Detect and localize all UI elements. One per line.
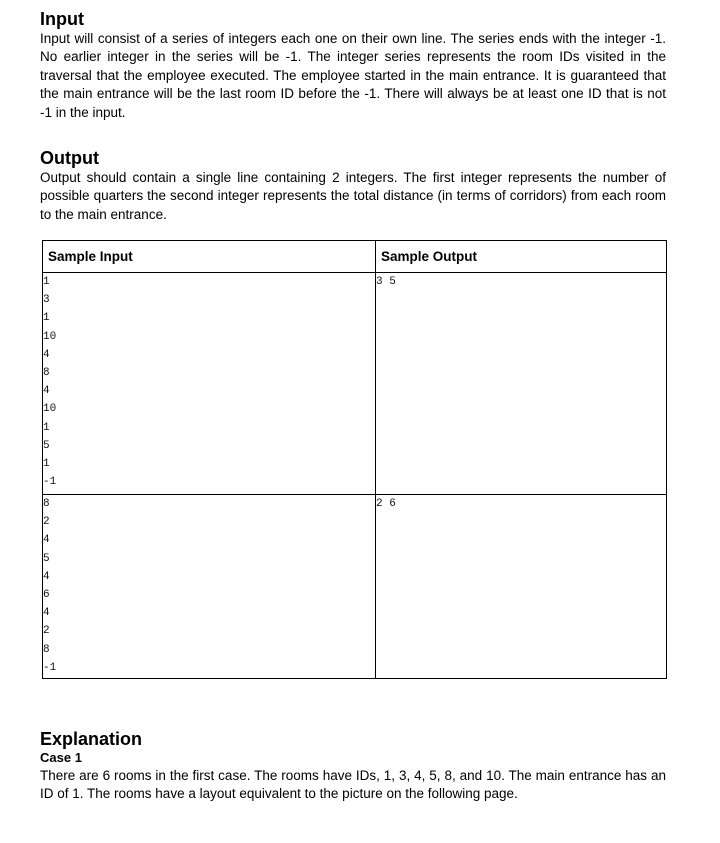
sample-input-line: -1 [43, 476, 57, 489]
sample-table-header-row [43, 241, 667, 273]
output-heading: Output [40, 148, 99, 168]
output-section [40, 148, 666, 224]
sample-input-line: 8 [43, 366, 50, 379]
sample-input-line: -1 [43, 661, 57, 674]
input-heading: Input [40, 9, 84, 29]
input-description: Input will consist of a series of integers each one on their own line. The series ends with the integer -1. No earlier integer in the series will be -1. The integer series represents the room IDs visited in the traversal that the employee executed. The employee started in the main entrance. It is guaranteed that the main entrance will be the last room ID before the -1. There will always be at least one ID that is not -1 in the input. [40, 31, 666, 120]
sample-input-line: 4 [43, 570, 50, 583]
sample-output-cell [376, 495, 667, 679]
sample-input-line: 1 [43, 312, 50, 325]
sample-input-line: 5 [43, 552, 50, 565]
sample-input-line: 4 [43, 607, 50, 620]
sample-input-line: 10 [43, 403, 57, 416]
case-1-subheading: Case 1 [40, 750, 82, 765]
sample-case-row [43, 273, 667, 495]
sample-output-header: Sample Output [376, 241, 667, 273]
sample-output-cell [376, 273, 667, 495]
explanation-body: There are 6 rooms in the first case. The rooms have IDs, 1, 3, 4, 5, 8, and 10. The main entrance has an ID of 1. The rooms have a layout equivalent to the picture on the following page. [40, 768, 666, 802]
sample-output-line: 2 6 [376, 498, 396, 510]
sample-input-line: 2 [43, 516, 50, 529]
sample-input-header: Sample Input [43, 241, 376, 273]
sample-input-line: 1 [43, 457, 50, 470]
sample-input-line: 1 [43, 421, 50, 434]
output-description: Output should contain a single line containing 2 integers. The first integer represents the number of possible quarters the second integer represents the total distance (in terms of corridors) from each room to the main entrance. [40, 170, 666, 222]
sample-input-line: 4 [43, 385, 50, 398]
sample-input-line: 4 [43, 348, 50, 361]
sample-input-line: 2 [43, 625, 50, 638]
sample-table [42, 240, 667, 679]
sample-input-cell [43, 273, 376, 495]
sample-output-line: 3 5 [376, 276, 396, 288]
sample-input-line: 8 [43, 643, 50, 656]
sample-input-line: 10 [43, 330, 57, 343]
sample-input-line: 6 [43, 588, 50, 601]
explanation-section [40, 729, 666, 804]
sample-input-line: 3 [43, 294, 50, 307]
input-section [40, 9, 666, 122]
sample-input-line: 5 [43, 439, 50, 452]
explanation-heading: Explanation [40, 729, 143, 749]
sample-input-line: 1 [43, 276, 50, 288]
sample-input-line: 4 [43, 534, 50, 547]
sample-case-row [43, 495, 667, 679]
sample-input-cell [43, 495, 376, 679]
sample-input-line: 8 [43, 498, 50, 510]
